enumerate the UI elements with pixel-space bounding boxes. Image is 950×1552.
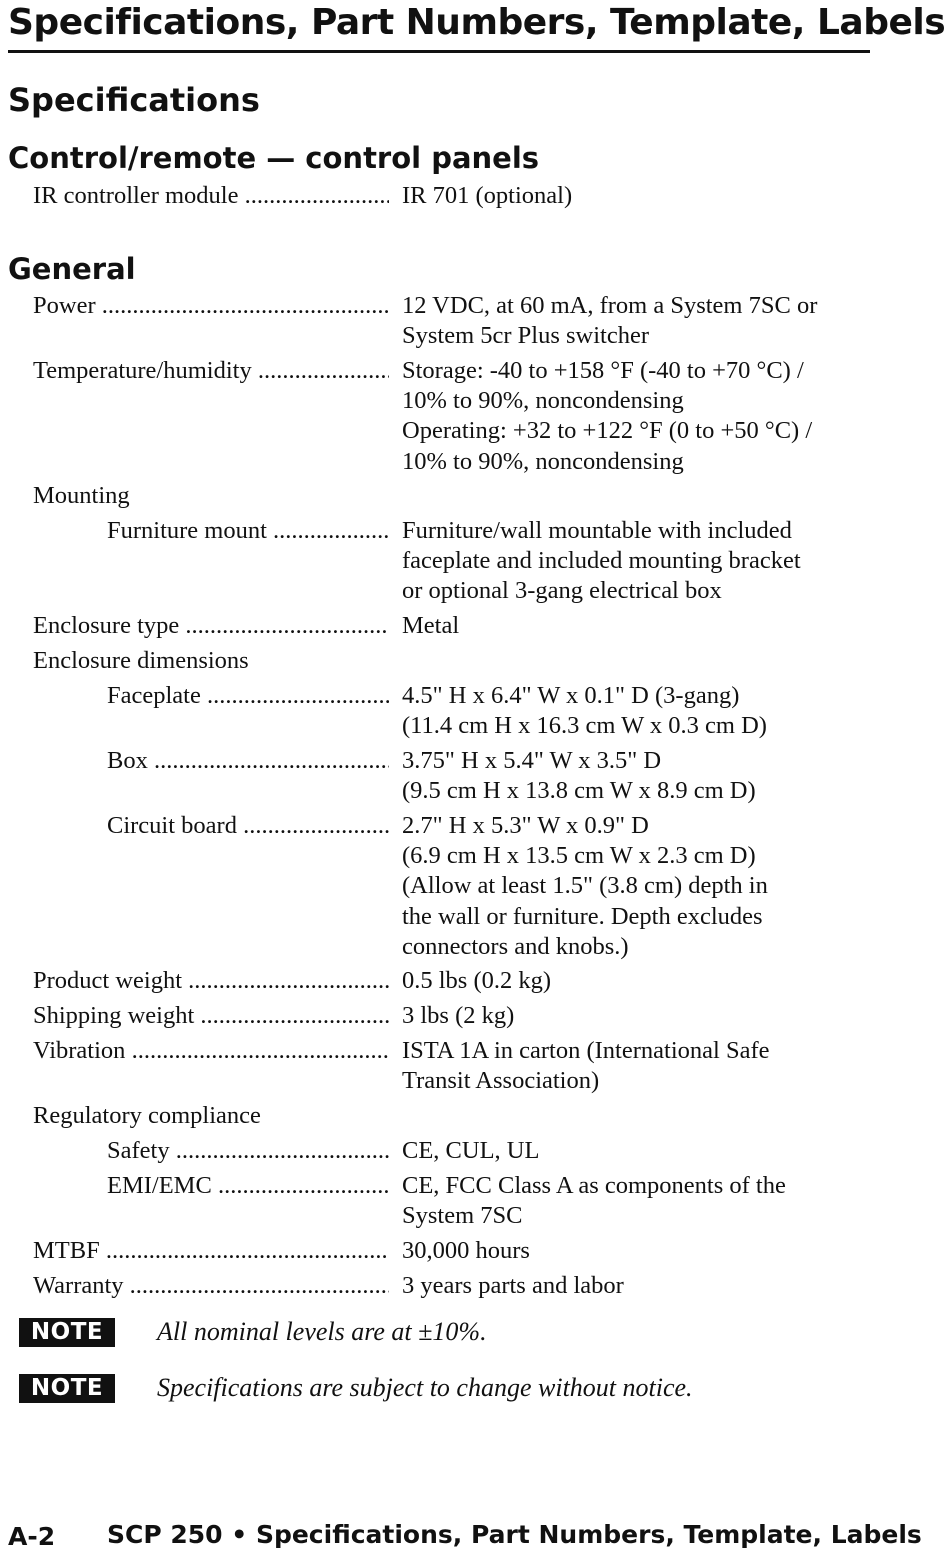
spec-value: IR 701 (optional) (402, 182, 573, 209)
spec-label: MTBF ..... (33, 1236, 389, 1266)
spec-label: Enclosure dimensions (33, 647, 249, 674)
spec-value: 0.5 lbs (0.2 kg) (402, 967, 552, 994)
spec-label: Mounting (33, 482, 130, 509)
spec-label: Faceplate ..... (107, 681, 389, 711)
note-text: All nominal levels are at ±10%. (157, 1317, 487, 1346)
spec-value: 2.7" H x 5.3" W x 0.9" D (6.9 cm H x 13.5 cm W x 2.3 cm D) (Allow at least 1.5" (3.8 cm) depth in the wall or furniture. Depth excludes connectors and knobs.) (402, 812, 768, 960)
spec-value: Metal (402, 612, 460, 639)
note-change-notice (0, 1372, 950, 1406)
spec-label: IR controller module ..... (33, 181, 389, 211)
spec-label: Temperature/humidity ..... (33, 356, 389, 386)
spec-label: Power ..... (33, 291, 389, 321)
spec-label: Circuit board ..... (107, 811, 389, 841)
spec-value: CE, CUL, UL (402, 1137, 540, 1164)
spec-value: CE, FCC Class A as components of the System 7SC (402, 1172, 786, 1230)
spec-label: Product weight ..... (33, 966, 389, 996)
spec-value: Furniture/wall mountable with included faceplate and included mounting bracket or optional 3-gang electrical box (402, 517, 801, 605)
spec-value: 30,000 hours (402, 1237, 530, 1264)
spec-label: Warranty ..... (33, 1271, 389, 1301)
spec-value: Storage: -40 to +158 °F (-40 to +70 °C) / 10% to 90%, noncondensing Operating: +32 to +122 °F (0 to +50 °C) / 10% to 90%, noncondensing (402, 357, 813, 475)
spec-label: Shipping weight ..... (33, 1001, 389, 1031)
note-text: Specifications are subject to change without notice. (157, 1373, 693, 1402)
note-nominal-levels (0, 1316, 950, 1350)
footer-page-number: A-2 (8, 1522, 56, 1551)
spec-label: Furniture mount ..... (107, 516, 389, 546)
spec-label: Box ..... (107, 746, 389, 776)
section-heading-specifications: Specifications (8, 81, 260, 119)
spec-value: 3.75" H x 5.4" W x 3.5" D (9.5 cm H x 13.8 cm W x 8.9 cm D) (402, 747, 756, 805)
spec-value: 12 VDC, at 60 mA, from a System 7SC or System 5cr Plus switcher (402, 292, 818, 350)
footer-title: SCP 250 • Specifications, Part Numbers, Template, Labels (107, 1520, 922, 1549)
spec-value: 3 lbs (2 kg) (402, 1002, 515, 1029)
spec-value: ISTA 1A in carton (International Safe Transit Association) (402, 1037, 770, 1095)
heading-control-remote: Control/remote — control panels (8, 141, 540, 175)
spec-label: Regulatory compliance (33, 1102, 261, 1129)
spec-value: 3 years parts and labor (402, 1272, 624, 1299)
spec-label: Vibration ..... (33, 1036, 389, 1066)
spec-label: EMI/EMC ..... (107, 1171, 389, 1201)
note-badge: NOTE (19, 1318, 115, 1347)
spec-label: Enclosure type ..... (33, 611, 389, 641)
heading-general: General (8, 252, 136, 286)
spec-label: Safety ..... (107, 1136, 389, 1166)
page-title: Specifications, Part Numbers, Template, Labels (8, 2, 870, 53)
page-footer (8, 1518, 922, 1552)
note-badge: NOTE (19, 1374, 115, 1403)
spec-value: 4.5" H x 6.4" W x 0.1" D (3-gang) (11.4 cm H x 16.3 cm W x 0.3 cm D) (402, 682, 767, 740)
